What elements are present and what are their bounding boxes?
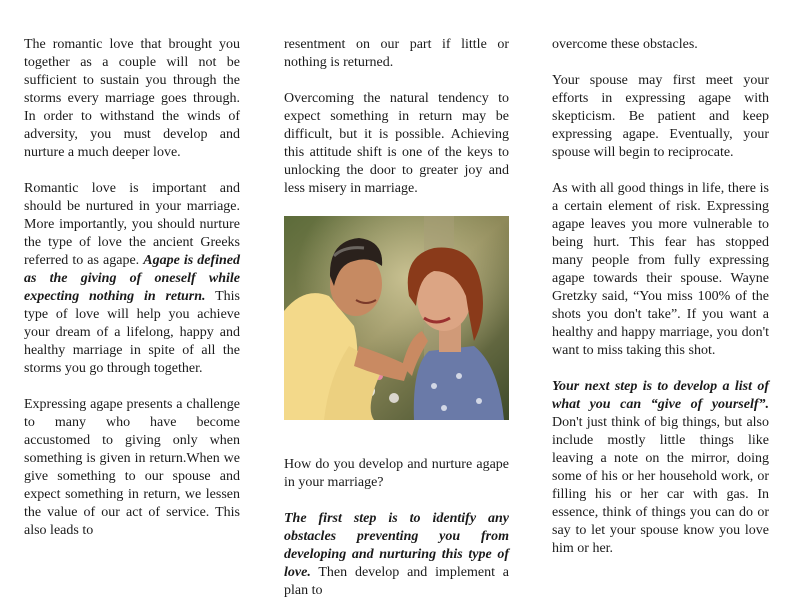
text-run: Then develop and implement a plan to <box>284 565 509 598</box>
agape-definition-emphasis: Agape is defined as the giving of oneself while expecting nothing in return. <box>24 253 241 304</box>
paragraph-romantic-love: The romantic love that brought you together as a couple will not be sufficient to sustain you through the storms every marriage goes through. In order to withstand the winds of adversity, you must develop and nurture a much deeper love. <box>24 37 240 160</box>
text-run: Don't just think of big things, but also include mostly little things like leaving a note on the mirror, doing some of his or her household work, or filling his or her car with gas. In essence, think of things you can do or say to let your spouse know you love him or her. <box>552 415 769 556</box>
column-left <box>24 36 240 540</box>
paragraph-risk: As with all good things in life, there is a certain element of risk. Expressing agape leaves you more vulnerable to being hurt. This fear has stopped many people from fully expressing agape towards their spouse. Wayne Gretzky said, “You miss 100% of the shots you don't take”. If you want a healthy and happy marriage, you don't want to miss taking this shot. <box>552 181 769 358</box>
paragraph-next-step <box>552 378 769 558</box>
text-run: This type of love will help you achieve your dream of a lifelong, happy and healthy marriage in spite of all the storms you go through together. <box>24 289 240 376</box>
text-run: Romantic love is important and should be nurtured in your marriage. More importantly, you should nurture the type of love the ancient Greeks referred to as agape. <box>24 181 240 268</box>
column-right <box>552 36 769 558</box>
paragraph-overcome: overcome these obstacles. <box>552 37 698 52</box>
paragraph-expressing-agape: Expressing agape presents a challenge to many who have become accustomed to giving only when something is given in return.When we give something to our spouse and expect something in return, we lessen the value of our act of service. This also leads to <box>24 397 240 538</box>
paragraph-skepticism: Your spouse may first meet your efforts in expressing agape with skepticism. Be patient and keep expressing agape. Eventually, your spouse will begin to reciprocate. <box>552 73 769 160</box>
paragraph-first-step <box>284 510 509 600</box>
couple-photo <box>284 216 509 420</box>
paragraph-question: How do you develop and nurture agape in your marriage? <box>284 457 509 490</box>
paragraph-agape-definition <box>24 180 240 378</box>
paragraph-resentment: resentment on our part if little or nothing is returned. <box>284 37 509 70</box>
next-step-emphasis: Your next step is to develop a list of what you can “give of yourself”. <box>552 379 769 412</box>
column-middle <box>284 36 509 600</box>
paragraph-overcoming: Overcoming the natural tendency to expect something in return may be difficult, but it is possible. Achieving this attitude shift is one of the keys to unlocking the door to greater joy and less misery in marriage. <box>284 91 509 196</box>
first-step-emphasis: The first step is to identify any obstacles preventing you from developing and nurturing this type of love. <box>284 511 509 580</box>
